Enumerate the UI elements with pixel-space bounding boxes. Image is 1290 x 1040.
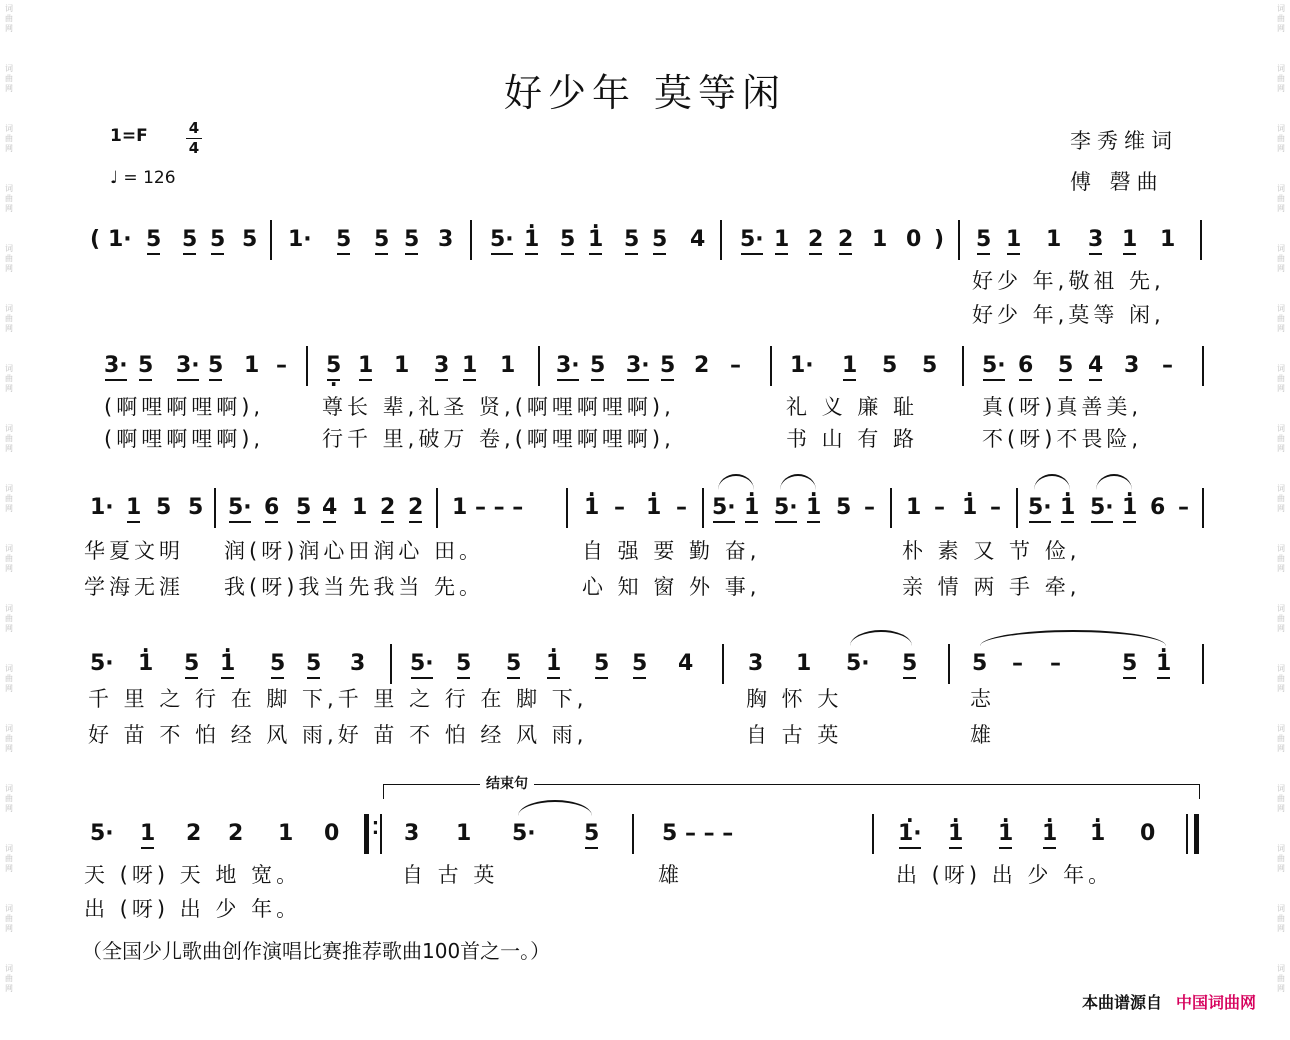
barline <box>380 814 382 854</box>
time-signature-top: 4 <box>188 119 200 137</box>
note: · 1 <box>962 496 977 520</box>
note: 5 <box>882 353 898 378</box>
note: · 1 <box>588 228 603 252</box>
note: 2 <box>808 227 824 252</box>
barline <box>890 488 892 528</box>
note: 5 <box>456 651 472 676</box>
note: 5 <box>972 651 988 676</box>
watermark-text: 词 曲 网 <box>1277 784 1285 813</box>
time-signature-bottom: 4 <box>188 139 200 157</box>
time-signature <box>186 120 202 157</box>
watermark-text: 词 曲 网 <box>1277 904 1285 933</box>
barline <box>566 488 568 528</box>
lyric-segment: 书 山 有 路 <box>786 427 919 451</box>
note: 1 <box>906 495 922 520</box>
note: – <box>1050 651 1061 676</box>
note: · 1 <box>584 496 599 520</box>
tempo-marking: ♩ = 126 <box>110 168 176 188</box>
watermark-text: 词 曲 网 <box>5 844 13 873</box>
note: 5 <box>242 227 258 252</box>
note: 5 <box>146 227 162 252</box>
lyric-segment: (啊哩啊哩啊), <box>104 427 265 451</box>
note: · 1 <box>1090 822 1105 846</box>
lyric-segment: 好少 年,敬祖 先, <box>972 269 1165 293</box>
note: 3 <box>748 651 764 676</box>
lyric-segment: 朴 素 又 节 俭, <box>902 539 1081 563</box>
note: 5· <box>90 821 114 846</box>
note: 5· <box>512 821 536 846</box>
note: 5 <box>902 651 918 676</box>
note: 1 <box>140 821 156 846</box>
barline <box>390 644 392 684</box>
watermark-text: 词 曲 网 <box>5 244 13 273</box>
note: 0 <box>1140 821 1156 846</box>
note: 5· <box>90 651 114 676</box>
note: 5 – – – <box>662 821 734 846</box>
note: · 1 <box>546 652 561 676</box>
note: · 1 <box>1042 822 1057 846</box>
barline <box>436 488 438 528</box>
lyric-segment: 自 强 要 勤 奋, <box>582 539 761 563</box>
lyric-segment: 行千 里,破万 卷,(啊哩啊哩啊), <box>322 427 675 451</box>
repeat-barline <box>364 814 369 854</box>
note: 5· <box>740 227 764 252</box>
note: – <box>676 495 687 520</box>
note: 5 <box>590 353 606 378</box>
lyric-segment: 真(呀)真善美, <box>982 395 1143 419</box>
note: 1 <box>126 495 142 520</box>
barline <box>1202 644 1204 684</box>
note: · 1· <box>898 822 922 846</box>
lyric-segment: 不(呀)不畏险, <box>982 427 1143 451</box>
note: 5 <box>1058 353 1074 378</box>
lyric-segment: 亲 情 两 手 牵, <box>902 575 1081 599</box>
note: 5 <box>138 353 154 378</box>
barline <box>1202 488 1204 528</box>
note: 5 <box>208 353 224 378</box>
note: 2 <box>838 227 854 252</box>
note: 3 <box>1124 353 1140 378</box>
lyric-segment: 好少 年,莫等 闲, <box>972 303 1165 327</box>
note: 5 <box>296 495 312 520</box>
note: 5 <box>182 227 198 252</box>
lyric-segment: 自 古 英 <box>746 723 843 747</box>
note: 5 <box>270 651 286 676</box>
slur-mark <box>1034 474 1070 490</box>
note: 5· <box>1090 495 1114 520</box>
note: 4 <box>690 227 706 252</box>
note: – <box>990 495 1001 520</box>
note: 1 <box>394 353 410 378</box>
note: · 1 <box>1122 496 1137 520</box>
note: 5 <box>584 821 600 846</box>
watermark-text: 词 曲 网 <box>1277 844 1285 873</box>
watermark-text: 词 曲 网 <box>5 364 13 393</box>
note: 5 <box>560 227 576 252</box>
slur-mark <box>850 630 912 646</box>
note: 5 <box>374 227 390 252</box>
barline <box>872 814 874 854</box>
watermark-text: 词 曲 网 <box>1277 124 1285 153</box>
barline <box>1202 346 1204 386</box>
note: 5 <box>184 651 200 676</box>
watermark-text: 词 曲 网 <box>1277 304 1285 333</box>
note: 3· <box>556 353 580 378</box>
note: 2 <box>380 495 396 520</box>
note: 1 <box>456 821 472 846</box>
note: 5· <box>712 495 736 520</box>
barline <box>270 220 272 260</box>
barline <box>632 814 634 854</box>
lyric-segment: 礼 义 廉 耻 <box>786 395 919 419</box>
note: – <box>934 495 945 520</box>
note: 1· <box>90 495 114 520</box>
barline <box>1200 220 1202 260</box>
key-signature: 1=F <box>110 126 148 146</box>
barline <box>720 220 722 260</box>
note: 1· <box>108 227 132 252</box>
note: 5· <box>490 227 514 252</box>
watermark-text: 词 曲 网 <box>1277 244 1285 273</box>
note: ( <box>90 227 101 252</box>
note: 1 <box>1122 227 1138 252</box>
watermark-text: 词 曲 网 <box>5 64 13 93</box>
note: – <box>1012 651 1023 676</box>
lyric-segment: 天 (呀) 天 地 宽。 <box>84 863 302 887</box>
note: · 1 <box>1060 496 1075 520</box>
source-credit <box>1082 990 1256 1013</box>
watermark-text: 词 曲 网 <box>5 724 13 753</box>
lyric-segment: 志 <box>970 687 995 711</box>
note: 3 <box>404 821 420 846</box>
watermark-text: 词 曲 网 <box>1277 964 1285 993</box>
note: 1 <box>1046 227 1062 252</box>
watermark-text: 词 曲 网 <box>5 904 13 933</box>
barline <box>702 488 704 528</box>
note: 1 <box>278 821 294 846</box>
barline <box>962 346 964 386</box>
note: 3 <box>350 651 366 676</box>
watermark-text: 词 曲 网 <box>5 664 13 693</box>
note: 2 <box>228 821 244 846</box>
note: 2 <box>186 821 202 846</box>
note: 1 <box>358 353 374 378</box>
watermark-strip-left <box>2 0 16 1040</box>
note: · 1 <box>744 496 759 520</box>
note: 5 <box>506 651 522 676</box>
note: 5 <box>632 651 648 676</box>
note: 3· <box>104 353 128 378</box>
watermark-text: 词 曲 网 <box>1277 604 1285 633</box>
slur-mark <box>518 800 592 816</box>
note: 4 <box>1088 353 1104 378</box>
watermark-text: 词 曲 网 <box>1277 64 1285 93</box>
lyric-segment: 雄 <box>970 723 995 747</box>
watermark-text: 词 曲 网 <box>1277 724 1285 753</box>
lyricist-credit: 李秀维词 <box>1070 129 1178 153</box>
barline <box>214 488 216 528</box>
barline <box>470 220 472 260</box>
lyric-segment: 润(呀)润心田润心 田。 <box>224 539 485 563</box>
note: 5 <box>976 227 992 252</box>
note: 1 <box>842 353 858 378</box>
watermark-text: 词 曲 网 <box>5 304 13 333</box>
watermark-text: 词 曲 网 <box>5 184 13 213</box>
watermark-text: 词 曲 网 <box>5 124 13 153</box>
note: 6 <box>1150 495 1166 520</box>
watermark-text: 词 曲 网 <box>1277 424 1285 453</box>
note: 4 <box>678 651 694 676</box>
note: 5 <box>652 227 668 252</box>
note: – <box>276 353 287 378</box>
watermark-text: 词 曲 网 <box>5 784 13 813</box>
watermark-text: 词 曲 网 <box>5 964 13 993</box>
note: 5 <box>624 227 640 252</box>
note: 5 <box>836 495 852 520</box>
lyric-segment: 雄 <box>658 863 683 887</box>
barline <box>770 346 772 386</box>
lyric-segment: (啊哩啊哩啊), <box>104 395 265 419</box>
lyric-segment: 好 苗 不 怕 经 风 雨,好 苗 不 怕 经 风 雨, <box>88 723 588 747</box>
note: 3· <box>176 353 200 378</box>
note: 2 <box>694 353 710 378</box>
note: 1 <box>1006 227 1022 252</box>
lyric-segment: 心 知 窗 外 事, <box>582 575 761 599</box>
lyric-segment: 胸 怀 大 <box>746 687 843 711</box>
watermark-text: 词 曲 网 <box>1277 184 1285 213</box>
lyric-segment: 千 里 之 行 在 脚 下,千 里 之 行 在 脚 下, <box>88 687 588 711</box>
slur-mark <box>1096 474 1132 490</box>
note: 4 <box>322 495 338 520</box>
note: 1 <box>244 353 260 378</box>
note: 5 <box>156 495 172 520</box>
note: 5 <box>594 651 610 676</box>
slur-mark <box>780 474 816 490</box>
watermark-text: 词 曲 网 <box>1277 484 1285 513</box>
note: – <box>864 495 875 520</box>
ending-label: 结束句 <box>480 773 534 793</box>
note: 5 <box>922 353 938 378</box>
note: 5 <box>188 495 204 520</box>
note: 5 <box>210 227 226 252</box>
note: 6 <box>264 495 280 520</box>
watermark-strip-right <box>1274 0 1288 1040</box>
barline <box>306 346 308 386</box>
lyric-segment: 自 古 英 <box>402 863 499 887</box>
barline <box>1186 814 1188 854</box>
note: – <box>1178 495 1189 520</box>
note: · 1 <box>524 228 539 252</box>
note: 1 – – – <box>452 495 524 520</box>
note: 1 <box>774 227 790 252</box>
note: – <box>730 353 741 378</box>
note: – <box>614 495 625 520</box>
note: · 1 <box>948 822 963 846</box>
note: 5· <box>982 353 1006 378</box>
watermark-text: 词 曲 网 <box>5 484 13 513</box>
note: 1· <box>790 353 814 378</box>
note: 1 <box>352 495 368 520</box>
barline <box>538 346 540 386</box>
footnote: （全国少儿歌曲创作演唱比赛推荐歌曲100首之一。） <box>82 939 551 963</box>
note: · 1 <box>220 652 235 676</box>
note: 3 <box>1088 227 1104 252</box>
page-title: 好少年 莫等闲 <box>503 71 787 115</box>
note: 6 <box>1018 353 1034 378</box>
note: – <box>1162 353 1173 378</box>
note: 1 <box>462 353 478 378</box>
slur-mark <box>718 474 754 490</box>
watermark-text: 词 曲 网 <box>1277 544 1285 573</box>
note: 5 <box>336 227 352 252</box>
barline <box>948 644 950 684</box>
note: 5· <box>846 651 870 676</box>
barline <box>1016 488 1018 528</box>
note: · 1 <box>998 822 1013 846</box>
barline <box>958 220 960 260</box>
note: 5· <box>1028 495 1052 520</box>
lyric-segment: 出 (呀) 出 少 年。 <box>896 863 1114 887</box>
watermark-text: 词 曲 网 <box>5 4 13 33</box>
source-site-link[interactable]: 中国词曲网 <box>1175 993 1256 1012</box>
note: 2 <box>408 495 424 520</box>
note: · 5 <box>326 354 341 378</box>
barline <box>722 644 724 684</box>
watermark-text: 词 曲 网 <box>1277 4 1285 33</box>
source-prefix: 本曲谱源自 <box>1081 993 1162 1012</box>
note: · 1 <box>1156 652 1171 676</box>
lyric-segment: 尊长 辈,礼圣 贤,(啊哩啊哩啊), <box>322 395 675 419</box>
note: ) <box>934 227 945 252</box>
note: 5 <box>306 651 322 676</box>
composer-credit: 傅 磬曲 <box>1070 170 1164 194</box>
note: 5 <box>660 353 676 378</box>
note: 5 <box>1122 651 1138 676</box>
note: 5· <box>228 495 252 520</box>
lyric-segment: 华夏文明 <box>84 539 184 563</box>
note: 5· <box>410 651 434 676</box>
note: 1 <box>796 651 812 676</box>
repeat-dots-icon: ⁚ <box>372 818 379 839</box>
note: · 1 <box>806 496 821 520</box>
note: 0 <box>324 821 340 846</box>
note: 0 <box>906 227 922 252</box>
note: · 1 <box>138 652 153 676</box>
final-barline <box>1194 814 1199 854</box>
note: 1 <box>500 353 516 378</box>
watermark-text: 词 曲 网 <box>5 424 13 453</box>
watermark-text: 词 曲 网 <box>1277 364 1285 393</box>
note: · 1 <box>646 496 661 520</box>
note: 5 <box>404 227 420 252</box>
note: 3· <box>626 353 650 378</box>
watermark-text: 词 曲 网 <box>5 544 13 573</box>
slur-mark <box>980 630 1166 646</box>
watermark-text: 词 曲 网 <box>1277 664 1285 693</box>
lyric-segment: 我(呀)我当先我当 先。 <box>224 575 485 599</box>
lyric-segment: 出 (呀) 出 少 年。 <box>84 897 302 921</box>
lyric-segment: 学海无涯 <box>84 575 184 599</box>
note: 3 <box>434 353 450 378</box>
note: 3 <box>438 227 454 252</box>
watermark-text: 词 曲 网 <box>5 604 13 633</box>
note: 1 <box>872 227 888 252</box>
note: 5· <box>774 495 798 520</box>
note: 1 <box>1160 227 1176 252</box>
note: 1· <box>288 227 312 252</box>
